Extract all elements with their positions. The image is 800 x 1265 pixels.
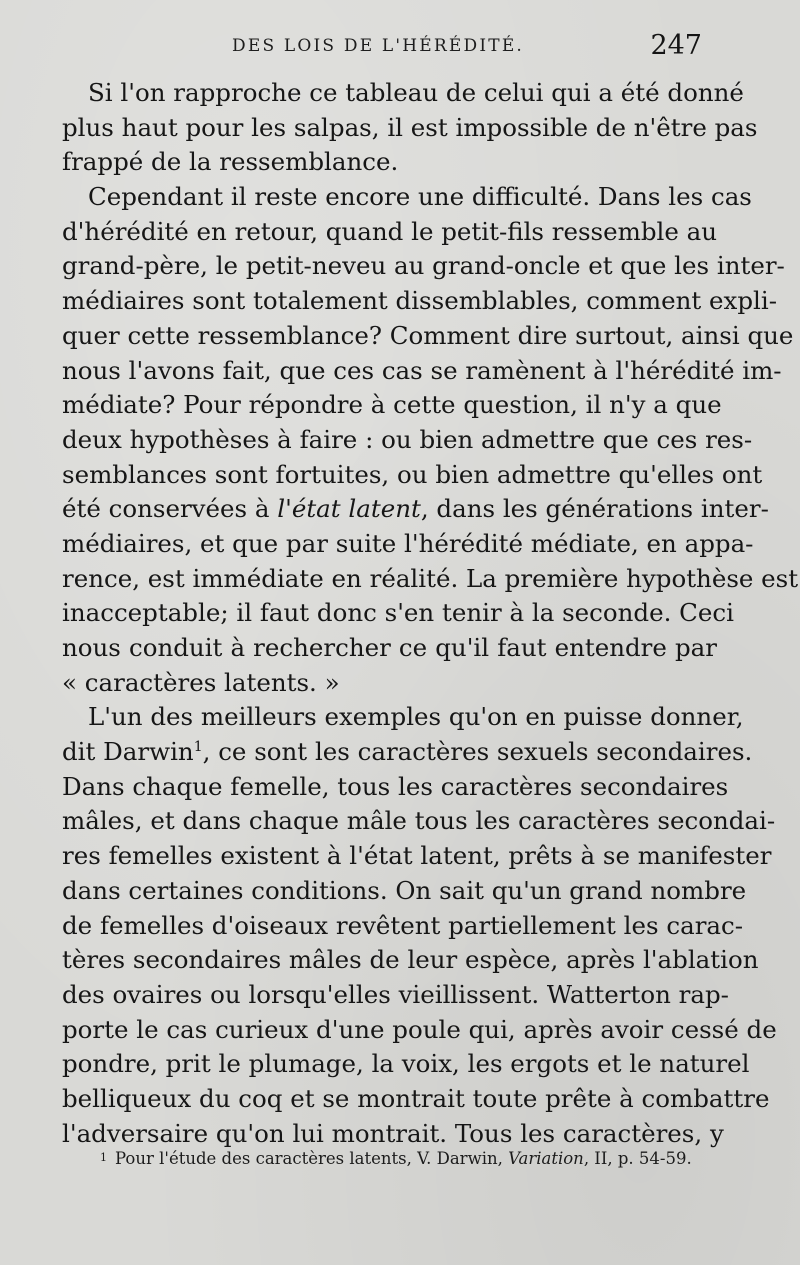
footnote-text: , II, p. 54-59. — [583, 1149, 692, 1168]
footnote-italic-title: Variation — [508, 1149, 584, 1168]
running-head — [232, 30, 702, 64]
text-line: dans certaines conditions. On sait qu'un grand nombre — [62, 875, 747, 905]
text-line: L'un des meilleurs exemples qu'on en puisse donner, — [88, 702, 744, 732]
text-line: Dans chaque femelle, tous les caractères secondaires — [62, 771, 729, 801]
text-line: médiate? Pour répondre à cette question, il n'y a que — [62, 390, 722, 420]
text-line: semblances sont fortuites, ou bien admettre qu'elles ont — [62, 459, 763, 489]
running-title: DES LOIS DE L'HÉRÉDITÉ. — [232, 36, 525, 56]
text-line: l'adversaire qu'on lui montrait. Tous les caractères, y — [62, 1118, 724, 1148]
text-line: Cependant il reste encore une difficulté. Dans les cas — [88, 182, 752, 212]
text-line: porte le cas curieux d'une poule qui, après avoir cessé de — [62, 1014, 777, 1044]
text-line: pondre, prit le plumage, la voix, les ergots et le naturel — [62, 1049, 750, 1079]
text-line: inacceptable; il faut donc s'en tenir à la seconde. Ceci — [62, 598, 734, 628]
text-line: frappé de la ressemblance. — [62, 147, 399, 177]
text-segment: été conservées à — [62, 494, 278, 524]
italic-phrase: l'état latent — [277, 494, 421, 524]
text-line: nous l'avons fait, que ces cas se ramènent à l'hérédité im- — [62, 355, 782, 385]
text-line: des ovaires ou lorsqu'elles vieillissent. Watterton rap- — [62, 979, 729, 1009]
text-line: médiaires sont totalement dissemblables, comment expli- — [62, 286, 778, 316]
page-number: 247 — [650, 30, 702, 61]
text-line: deux hypothèses à faire : ou bien admettre que ces res- — [62, 424, 753, 454]
body-text — [62, 76, 799, 1151]
text-line: d'hérédité en retour, quand le petit-fils ressemble au — [62, 216, 718, 246]
text-line: médiaires, et que par suite l'hérédité médiate, en appa- — [62, 528, 754, 558]
text-segment: dit Darwin — [62, 737, 194, 767]
text-line: tères secondaires mâles de leur espèce, après l'ablation — [62, 945, 759, 975]
text-line-with-italic — [62, 492, 769, 527]
text-line: grand-père, le petit-neveu au grand-oncle et que les inter- — [62, 251, 785, 281]
text-line: « caractères latents. » — [62, 667, 340, 697]
text-line: res femelles existent à l'état latent, prêts à se manifester — [62, 841, 772, 871]
footnote-reference: 1 — [193, 739, 203, 756]
text-line: de femelles d'oiseaux revêtent partiellement les carac- — [62, 910, 744, 940]
text-line-with-note-ref — [62, 735, 753, 770]
footnote — [100, 1149, 700, 1168]
footnote-marker: 1 — [100, 1151, 107, 1164]
text-line: mâles, et dans chaque mâle tous les caractères secondai- — [62, 806, 776, 836]
text-segment: , ce sont les caractères sexuels secondaires. — [202, 737, 753, 767]
text-line: belliqueux du coq et se montrait toute prête à combattre — [62, 1083, 770, 1113]
text-segment: , dans les générations inter- — [420, 494, 769, 524]
text-line: Si l'on rapproche ce tableau de celui qui a été donné — [88, 78, 744, 107]
footnote-text: Pour l'étude des caractères latents, V. Darwin, — [115, 1149, 509, 1168]
text-line: quer cette ressemblance? Comment dire surtout, ainsi que — [62, 320, 794, 350]
text-line: rence, est immédiate en réalité. La première hypothèse est — [62, 563, 799, 593]
text-line: plus haut pour les salpas, il est impossible de n'être pas — [62, 112, 758, 142]
text-line: nous conduit à rechercher ce qu'il faut entendre par — [62, 633, 717, 662]
